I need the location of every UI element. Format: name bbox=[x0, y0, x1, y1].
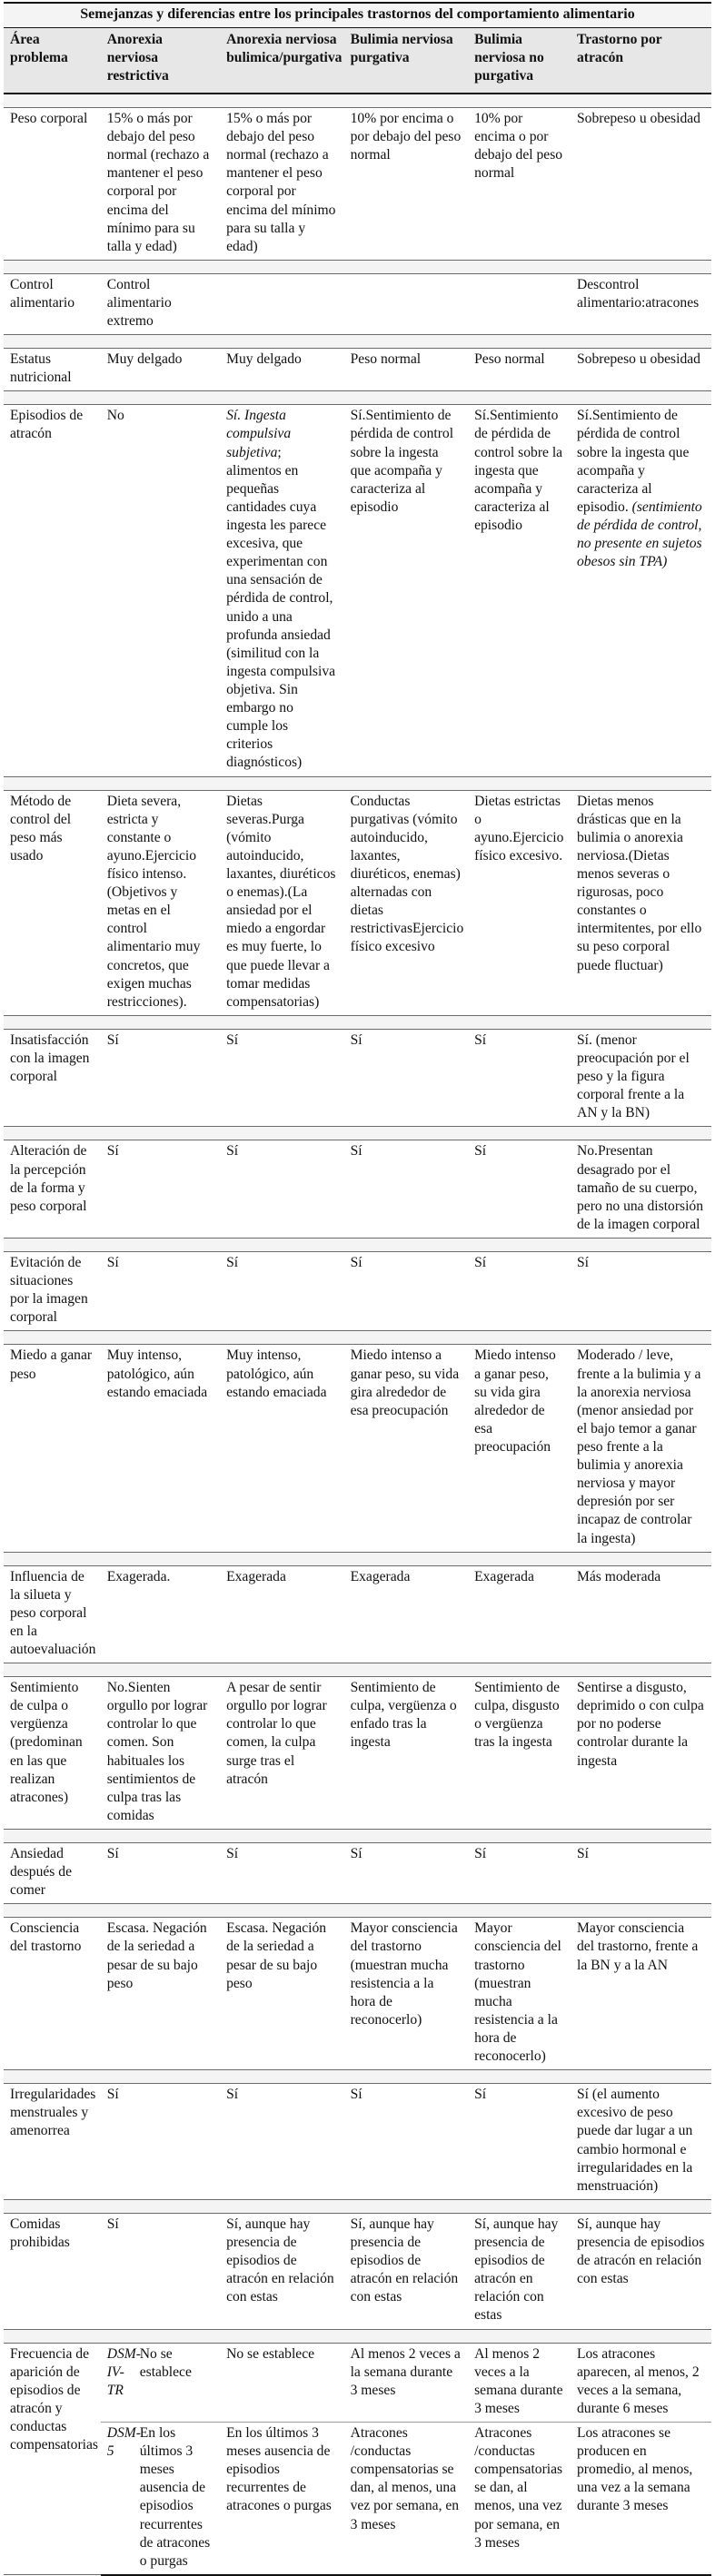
cell-bn-p: Sí bbox=[344, 2084, 469, 2200]
cell-bn-np: Sí, aunque hay presencia de episodios de atracón en relación con estas bbox=[468, 2213, 571, 2329]
cell-ta: Dietas menos drásticas que en la bulimia o anorexia nerviosa.(Dietas menos severas o rigurosas, poco constantes o intermitentes, por ello su peso corporal puede fluctuar) bbox=[571, 790, 711, 1015]
cell-an-bp: Escasa. Negación de la seriedad a pesar de su bajo peso bbox=[220, 1918, 344, 2070]
table-row bbox=[4, 1843, 711, 1904]
cell-italic-text: Sí. Ingesta compulsiva subjetiva bbox=[226, 408, 292, 460]
cell-an-r: Sí bbox=[101, 1843, 220, 1904]
header-an-restrictiva: Anorexia nerviosa restrictiva bbox=[101, 28, 220, 94]
table-row bbox=[4, 1251, 711, 1330]
cell-ta: Sí. (menor preocupación por el peso y la figura corporal frente a la AN y la BN) bbox=[571, 1029, 711, 1127]
cell-bn-p: Sí bbox=[344, 1029, 469, 1127]
cell-an-bp: Dietas severas.Purga (vómito autoinducido, laxantes, diuréticos o enemas).(La ansiedad por el miedo a engordar es muy fuerte, lo que puede llevar a tomar medidas compensatorias) bbox=[220, 790, 344, 1015]
cell-bn-p-dsm4: Al menos 2 veces a la semana durante 3 meses bbox=[344, 2343, 469, 2422]
cell-text: No se establece bbox=[139, 2345, 192, 2380]
cell-an-r: Control alimentario extremo bbox=[101, 273, 220, 334]
row-spacer bbox=[4, 1663, 711, 1677]
cell-text: ; alimentos en pequeñas cantidades cuya ingesta les parece excesiva, que experimentan con una sensación de pérdida de control, unido a una profunda ansiedad (similitud con la ingesta compulsiva objetiva. Sin embargo no cumple los criterios diagnósticos) bbox=[226, 444, 336, 771]
cell-an-r: No.Sienten orgullo por lograr controlar lo que comen. Son habituales los sentimientos de culpa tras las comidas bbox=[101, 1677, 220, 1830]
cell-ta: Sobrepeso u obesidad bbox=[571, 107, 711, 260]
row-spacer bbox=[4, 1904, 711, 1918]
cell-area: Miedo a ganar peso bbox=[4, 1345, 101, 1552]
cell-an-r: Muy intenso, patológico, aún estando emaciada bbox=[101, 1345, 220, 1552]
table-row bbox=[4, 2213, 711, 2329]
cell-bn-p: Peso normal bbox=[344, 349, 469, 391]
cell-bn-np: Miedo intenso a ganar peso, su vida gira alrededor de esa preocupación bbox=[468, 1345, 571, 1552]
cell-bn-np bbox=[468, 273, 571, 334]
row-spacer bbox=[4, 335, 711, 349]
cell-area: Insatisfacción con la imagen corporal bbox=[4, 1029, 101, 1127]
cell-an-bp-dsm4: No se establece bbox=[220, 2343, 344, 2422]
cell-area: Estatus nutricional bbox=[4, 349, 101, 391]
cell-bn-p: Conductas purgativas (vómito autoinducido, laxantes, diuréticos, enemas) alternadas con dietas restrictivasEjercicio físico excesivo bbox=[344, 790, 469, 1015]
cell-an-r: No bbox=[101, 405, 220, 776]
row-spacer bbox=[4, 391, 711, 405]
row-spacer bbox=[4, 2199, 711, 2213]
header-bn-no-purgativa: Bulimia nerviosa no purgativa bbox=[468, 28, 571, 94]
cell-bn-np: Peso normal bbox=[468, 349, 571, 391]
cell-bn-p: Sí bbox=[344, 1251, 469, 1330]
cell-bn-p-dsm5: Atracones /conductas compensatorias se dan, al menos, una vez por semana, en 3 meses bbox=[344, 2422, 469, 2574]
table-row bbox=[4, 273, 711, 334]
cell-area: Peso corporal bbox=[4, 107, 101, 260]
table-caption: Semejanzas y diferencias entre los principales trastornos del comportamiento alimentario bbox=[4, 2, 711, 28]
row-spacer bbox=[4, 776, 711, 790]
table-row bbox=[4, 790, 711, 1015]
table-row bbox=[4, 2084, 711, 2200]
cell-bn-p: Miedo intenso a ganar peso, su vida gira alrededor de esa preocupación bbox=[344, 1345, 469, 1552]
cell-italic-text: (sentimiento de pérdida de control, no presente en sujetos obesos sin TPA) bbox=[576, 498, 702, 570]
cell-bn-np-dsm4: Al menos 2 veces a la semana durante 3 meses bbox=[468, 2343, 571, 2422]
cell-ta: Mayor consciencia del trastorno, frente a la BN y a la AN bbox=[571, 1918, 711, 2070]
cell-ta: Sí, aunque hay presencia de episodios de atracón en relación con estas bbox=[571, 2213, 711, 2329]
table-row bbox=[4, 405, 711, 776]
cell-area: Episodios de atracón bbox=[4, 405, 101, 776]
cell-bn-np: Exagerada bbox=[468, 1565, 571, 1663]
cell-area: Irregularidades menstruales y amenorrea bbox=[4, 2084, 101, 2200]
row-spacer bbox=[4, 94, 711, 108]
header-row bbox=[4, 28, 711, 94]
cell-bn-np: 10% por encima o por debajo del peso normal bbox=[468, 107, 571, 260]
header-atracon: Trastorno por atracón bbox=[571, 28, 711, 94]
table-row bbox=[4, 1345, 711, 1552]
dsm-label: DSM-IV-TR bbox=[106, 2345, 141, 2398]
cell-an-bp bbox=[220, 273, 344, 334]
cell-text: En los últimos 3 meses ausencia de episodios recurrentes de atracones o purgas bbox=[139, 2424, 211, 2569]
cell-ta: Sí (el aumento excesivo de peso puede dar lugar a un cambio hormonal e irregularidades en la menstruación) bbox=[571, 2084, 711, 2200]
table-row bbox=[4, 2343, 711, 2422]
cell-an-r: Muy delgado bbox=[101, 349, 220, 391]
cell-area: Consciencia del trastorno bbox=[4, 1918, 101, 2070]
cell-text: Sí.Sentimiento de pérdida de control sobre la ingesta que acompaña y caracteriza al episodio. bbox=[576, 408, 690, 515]
cell-an-bp: Sí, aunque hay presencia de episodios de atracón en relación con estas bbox=[220, 2213, 344, 2329]
cell-ta: Más moderada bbox=[571, 1565, 711, 1663]
row-spacer bbox=[4, 2070, 711, 2084]
cell-bn-p: Sí bbox=[344, 1140, 469, 1239]
comparison-table bbox=[4, 28, 711, 2576]
cell-ta bbox=[571, 405, 711, 776]
row-spacer bbox=[4, 1238, 711, 1251]
cell-an-bp: Muy intenso, patológico, aún estando emaciada bbox=[220, 1345, 344, 1552]
cell-an-bp: Sí bbox=[220, 1029, 344, 1127]
header-area: Área problema bbox=[4, 28, 101, 94]
cell-ta: Sobrepeso u obesidad bbox=[571, 349, 711, 391]
cell-bn-p: Mayor consciencia del trastorno (muestran mucha resistencia a la hora de reconocerlo) bbox=[344, 1918, 469, 2070]
row-spacer bbox=[4, 260, 711, 273]
cell-an-r: Sí bbox=[101, 2213, 220, 2329]
cell-an-r: Sí bbox=[101, 1140, 220, 1239]
row-spacer bbox=[4, 1015, 711, 1029]
cell-area: Influencia de la silueta y peso corporal en la autoevaluación bbox=[4, 1565, 101, 1663]
table-row bbox=[4, 1565, 711, 1663]
cell-an-bp: Sí bbox=[220, 1140, 344, 1239]
row-spacer bbox=[4, 1331, 711, 1345]
cell-an-bp: 15% o más por debajo del peso normal (rechazo a mantener el peso corporal por encima del mínimo para su talla y edad) bbox=[220, 107, 344, 260]
cell-ta: Sí bbox=[571, 1251, 711, 1330]
cell-area: Ansiedad después de comer bbox=[4, 1843, 101, 1904]
cell-an-r-dsm4 bbox=[101, 2343, 220, 2422]
cell-an-r: 15% o más por debajo del peso normal (rechazo a mantener el peso corporal por encima del mínimo para su talla y edad) bbox=[101, 107, 220, 260]
cell-an-bp: Sí bbox=[220, 2084, 344, 2200]
cell-bn-p: 10% por encima o por debajo del peso normal bbox=[344, 107, 469, 260]
cell-area: Método de control del peso más usado bbox=[4, 790, 101, 1015]
cell-an-r-dsm5 bbox=[101, 2422, 220, 2574]
cell-area: Alteración de la percepción de la forma y peso corporal bbox=[4, 1140, 101, 1239]
table-row bbox=[4, 1677, 711, 1830]
cell-bn-p: Sí bbox=[344, 1843, 469, 1904]
table-row bbox=[4, 107, 711, 260]
cell-bn-np: Sí.Sentimiento de pérdida de control sobre la ingesta que acompaña y caracteriza al episodio bbox=[468, 405, 571, 776]
row-spacer bbox=[4, 2329, 711, 2343]
cell-bn-np: Sí bbox=[468, 1140, 571, 1239]
cell-an-r: Sí bbox=[101, 1251, 220, 1330]
cell-bn-np: Sí bbox=[468, 1029, 571, 1127]
cell-area: Control alimentario bbox=[4, 273, 101, 334]
table-row bbox=[4, 2422, 711, 2574]
cell-bn-np: Mayor consciencia del trastorno (muestran mucha resistencia a la hora de reconocerlo) bbox=[468, 1918, 571, 2070]
dsm-subtable bbox=[101, 2344, 220, 2403]
dsm-subtable bbox=[101, 2423, 220, 2574]
row-spacer bbox=[4, 1830, 711, 1843]
table-row bbox=[4, 1918, 711, 2070]
cell-an-bp-dsm5: En los últimos 3 meses ausencia de episodios recurrentes de atracones o purgas bbox=[220, 2422, 344, 2574]
cell-bn-np-dsm5: Atracones /conductas compensatorias se dan, al menos, una vez por semana, en 3 meses bbox=[468, 2422, 571, 2574]
cell-an-bp: Muy delgado bbox=[220, 349, 344, 391]
cell-bn-np: Sí bbox=[468, 1843, 571, 1904]
cell-ta-dsm5: Los atracones se producen en promedio, al menos, una vez a la semana durante 3 meses bbox=[571, 2422, 711, 2574]
cell-ta: No.Presentan desagrado por el tamaño de su cuerpo, pero no una distorsión de la imagen corporal bbox=[571, 1140, 711, 1239]
header-an-bulimica: Anorexia nerviosa bulimica/purgativa bbox=[220, 28, 344, 94]
cell-ta: Moderado / leve, frente a la bulimia y a la anorexia nerviosa (menor ansiedad por el bajo temor a ganar peso frente a la bulimia y anorexia nerviosa y mayor depresión por ser incapaz de controlar la ingesta) bbox=[571, 1345, 711, 1552]
cell-an-r: Exagerada. bbox=[101, 1565, 220, 1663]
cell-an-bp bbox=[220, 405, 344, 776]
cell-an-r: Sí bbox=[101, 2084, 220, 2200]
cell-an-bp: Sí bbox=[220, 1251, 344, 1330]
cell-ta: Sí bbox=[571, 1843, 711, 1904]
table-row bbox=[4, 349, 711, 391]
dsm-label: DSM-5 bbox=[106, 2424, 141, 2460]
cell-ta-dsm4: Los atracones aparecen, al menos, 2 veces a la semana, durante 6 meses bbox=[571, 2343, 711, 2422]
cell-an-r: Sí bbox=[101, 1029, 220, 1127]
row-spacer bbox=[4, 1552, 711, 1565]
cell-bn-np: Sí bbox=[468, 2084, 571, 2200]
cell-ta: Sentirse a disgusto, deprimido o con culpa por no poderse controlar durante la ingesta bbox=[571, 1677, 711, 1830]
cell-bn-p: Exagerada bbox=[344, 1565, 469, 1663]
cell-bn-p: Sí.Sentimiento de pérdida de control sobre la ingesta que acompaña y caracteriza al episodio bbox=[344, 405, 469, 776]
cell-bn-np: Dietas estrictas o ayuno.Ejercicio físico excesivo. bbox=[468, 790, 571, 1015]
table-row bbox=[4, 1029, 711, 1127]
cell-bn-p: Sí, aunque hay presencia de episodios de atracón en relación con estas bbox=[344, 2213, 469, 2329]
cell-bn-np: Sentimiento de culpa, disgusto o vergüenza tras la ingesta bbox=[468, 1677, 571, 1830]
cell-bn-p: Sentimiento de culpa, vergüenza o enfado tras la ingesta bbox=[344, 1677, 469, 1830]
cell-bn-p bbox=[344, 273, 469, 334]
header-bn-purgativa: Bulimia nerviosa purgativa bbox=[344, 28, 469, 94]
cell-area: Evitación de situaciones por la imagen corporal bbox=[4, 1251, 101, 1330]
cell-ta: Descontrol alimentario:atracones bbox=[571, 273, 711, 334]
cell-area: Comidas prohibidas bbox=[4, 2213, 101, 2329]
cell-an-bp: Exagerada bbox=[220, 1565, 344, 1663]
cell-an-bp: A pesar de sentir orgullo por lograr controlar lo que comen, la culpa surge tras el atracón bbox=[220, 1677, 344, 1830]
cell-an-r: Dieta severa, estricta y constante o ayuno.Ejercicio físico intenso. (Objetivos y metas en el control alimentario muy concretos, que exigen muchas restricciones). bbox=[101, 790, 220, 1015]
cell-an-r: Escasa. Negación de la seriedad a pesar de su bajo peso bbox=[101, 1918, 220, 2070]
cell-area: Sentimiento de culpa o vergüenza (predominan en las que realizan atracones) bbox=[4, 1677, 101, 1830]
cell-bn-np: Sí bbox=[468, 1251, 571, 1330]
row-spacer bbox=[4, 1127, 711, 1140]
cell-an-bp: Sí bbox=[220, 1843, 344, 1904]
table-row bbox=[4, 1140, 711, 1239]
cell-area: Frecuencia de aparición de episodios de atracón y conductas compensatorias bbox=[4, 2343, 101, 2575]
